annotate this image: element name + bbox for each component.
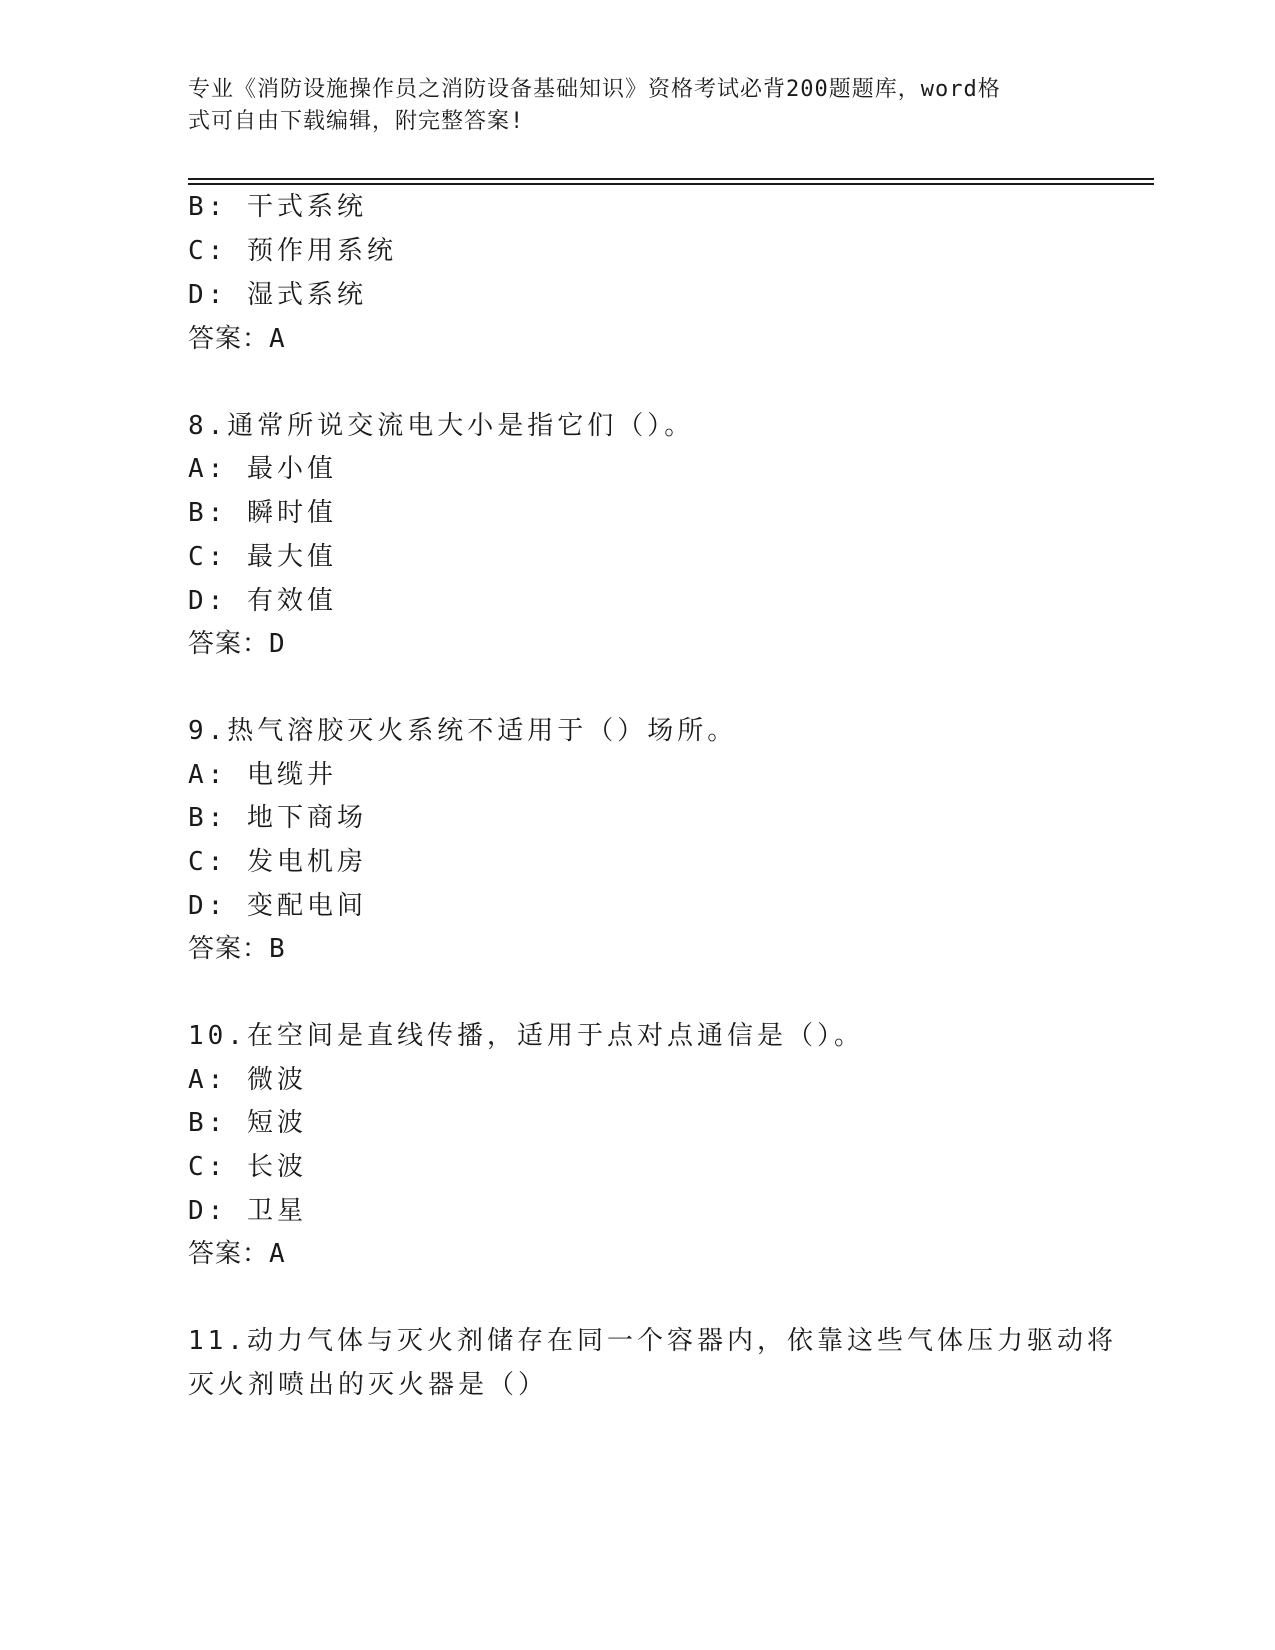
option-text: 发电机房 (246, 847, 367, 877)
option-key: D: (188, 1196, 228, 1226)
option-text: 变配电间 (246, 891, 367, 921)
option-a (188, 1059, 307, 1096)
option-key: B: (188, 1108, 228, 1138)
option-c (188, 841, 367, 878)
option-text: 干式系统 (246, 192, 367, 222)
answer-line: 答案：D (188, 629, 286, 659)
option-key: C: (188, 236, 228, 266)
option-key: C: (188, 542, 228, 572)
question-stem: 10.在空间是直线传播，适用于点对点通信是（）。 (188, 1021, 864, 1051)
option-key: D: (188, 280, 228, 310)
option-d (188, 885, 367, 922)
option-d (188, 580, 337, 617)
option-text: 地下商场 (246, 803, 367, 833)
option-d (188, 274, 367, 311)
option-c (188, 536, 337, 573)
option-text: 短波 (246, 1108, 307, 1138)
option-text: 有效值 (246, 586, 337, 616)
option-text: 卫星 (246, 1196, 307, 1226)
option-c (188, 1146, 307, 1183)
option-a (188, 448, 337, 485)
option-text: 电缆井 (246, 760, 337, 790)
option-b (188, 797, 367, 834)
question-stem-line-1: 11.动力气体与灭火剂储存在同一个容器内，依靠这些气体压力驱动将 (188, 1326, 1117, 1356)
option-c (188, 230, 397, 267)
option-key: D: (188, 891, 228, 921)
option-b (188, 492, 337, 529)
answer-line: 答案：A (188, 1239, 286, 1269)
option-text: 最小值 (246, 454, 337, 484)
option-key: D: (188, 586, 228, 616)
option-key: B: (188, 803, 228, 833)
option-text: 湿式系统 (246, 280, 367, 310)
header-divider-bottom (188, 183, 1154, 185)
option-key: C: (188, 847, 228, 877)
option-key: B: (188, 498, 228, 528)
question-stem: 8.通常所说交流电大小是指它们（）。 (188, 411, 695, 441)
option-d (188, 1190, 307, 1227)
header-divider-top (188, 178, 1154, 180)
option-a (188, 754, 337, 791)
option-key: C: (188, 1152, 228, 1182)
header-title-line-2: 式可自由下载编辑，附完整答案! (188, 109, 525, 134)
option-text: 预作用系统 (246, 236, 397, 266)
option-b (188, 186, 367, 223)
option-key: A: (188, 1065, 228, 1095)
option-key: A: (188, 760, 228, 790)
question-stem-line-2: 灭火剂喷出的灭火器是（） (188, 1370, 549, 1400)
answer-line: 答案：A (188, 324, 286, 354)
option-text: 长波 (246, 1152, 307, 1182)
option-key: A: (188, 454, 228, 484)
option-text: 微波 (246, 1065, 307, 1095)
option-b (188, 1102, 307, 1139)
header-title-line-1: 专业《消防设施操作员之消防设备基础知识》资格考试必背200题题库，word格 (188, 77, 1001, 102)
question-stem: 9.热气溶胶灭火系统不适用于（）场所。 (188, 716, 738, 746)
option-text: 瞬时值 (246, 498, 337, 528)
option-key: B: (188, 192, 228, 222)
page-header (188, 74, 1068, 138)
answer-line: 答案：B (188, 934, 286, 964)
option-text: 最大值 (246, 542, 337, 572)
